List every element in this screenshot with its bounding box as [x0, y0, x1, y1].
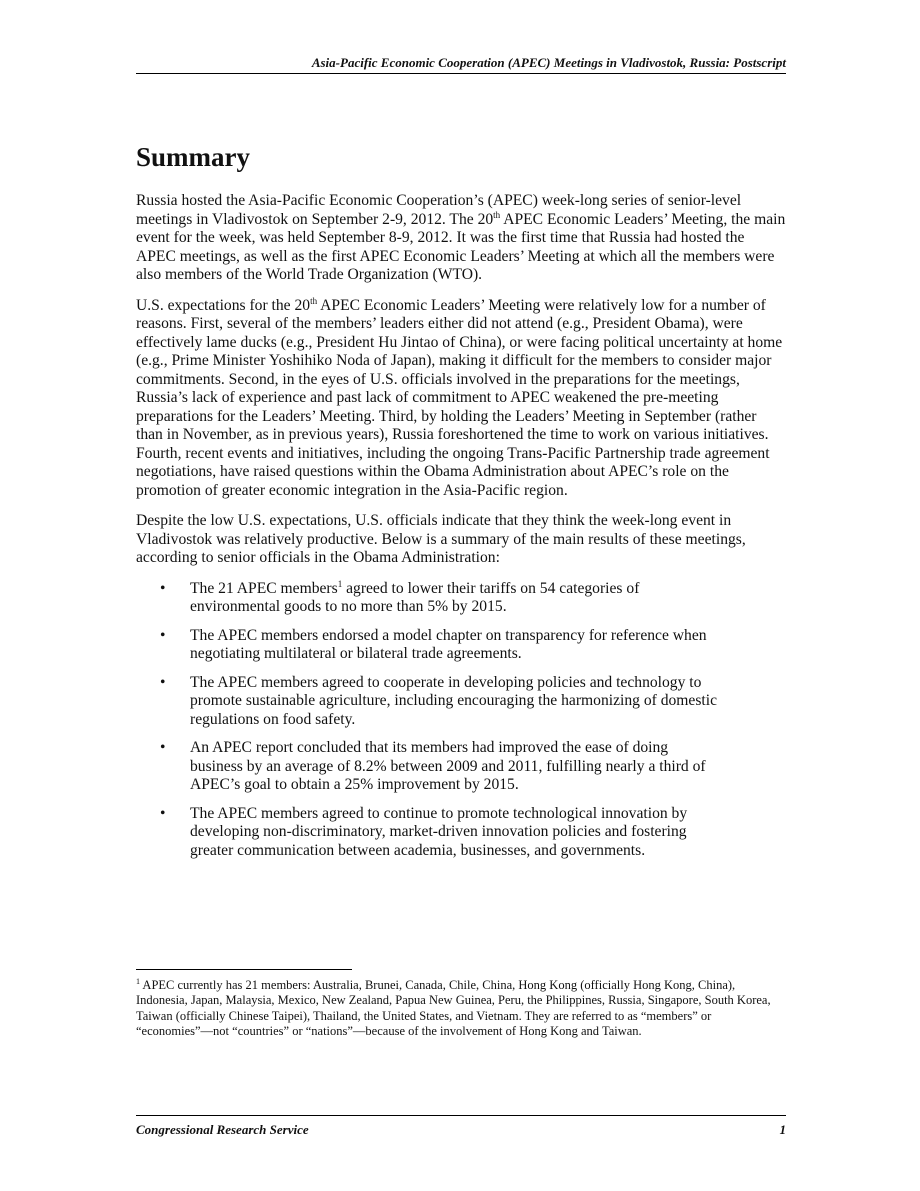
bullet-icon: •	[160, 804, 166, 822]
footnote	[136, 978, 786, 1040]
paragraph-text: APEC Economic Leaders’ Meeting, the main event for the week, was held September 8-9, 2012. It was the first time that Russia had hosted the APEC meetings, as well as the first APEC Economic Leaders’ Meeting at which all the members were also members of the World Trade Organization (WTO).	[136, 210, 786, 283]
superscript-ordinal: th	[493, 209, 501, 220]
bullet-text: An APEC report concluded that its members had improved the ease of doing business by an average of 8.2% between 2009 and 2011, fulfilling nearly a third of APEC’s goal to obtain a 25% improvement by 2015.	[190, 739, 706, 793]
bullet-icon: •	[160, 626, 166, 644]
list-item	[136, 805, 720, 861]
running-header	[136, 55, 786, 74]
summary-paragraph-2	[136, 297, 786, 501]
list-item	[136, 674, 720, 730]
bullet-text: agreed to lower their tariffs on 54 categories of environmental goods to no more than 5% by 2015.	[190, 579, 640, 615]
page-number: 1	[779, 1122, 786, 1137]
paragraph-text: APEC Economic Leaders’ Meeting were relatively low for a number of reasons. First, several of the members’ leaders either did not attend (e.g., President Obama), were effectively lame ducks (e.g., President Hu Jintao of China), or were facing political uncertainty at home (e.g., Prime Minister Yoshihiko Noda of Japan), making it difficult for the members to consider major commitments. Second, in the eyes of U.S. officials involved in the preparations for the meetings, Russia’s lack of experience and past lack of commitment to APEC weakened the pre-meeting preparations for the Leaders’ Meeting. Third, by holding the Leaders’ Meeting in September (rather than in November, as in previous years), Russia foreshortened the time to work on various initiatives. Fourth, recent events and initiatives, including the ongoing Trans-Pacific Partnership trade agreement negotiations, have raised questions within the Obama Administration about APEC’s role on the promotion of greater economic integration in the Asia-Pacific region.	[136, 296, 783, 499]
bullet-icon: •	[160, 739, 166, 756]
paragraph-text: Russia hosted the Asia-Pacific Economic Cooperation’s (APEC) week-long series of senior-level meetings in Vladivostok on September 2-9, 2012. The 20	[136, 192, 742, 228]
bullet-text: The 21 APEC members	[190, 579, 338, 597]
list-item	[136, 627, 720, 664]
running-footer	[136, 1115, 786, 1138]
footer-publisher: Congressional Research Service	[136, 1122, 309, 1137]
paragraph-text: U.S. expectations for the 20	[136, 296, 311, 314]
summary-body	[136, 192, 786, 870]
footnote-reference[interactable]: 1	[337, 578, 343, 589]
bullet-text: The APEC members endorsed a model chapter on transparency for reference when negotiating multilateral or bilateral trade agreements.	[190, 626, 707, 662]
footnote-divider	[136, 969, 352, 970]
footnote-text: APEC currently has 21 members: Australia, Brunei, Canada, Chile, China, Hong Kong (officially Hong Kong, China), Indonesia, Japan, Malaysia, Mexico, New Zealand, Papua New Guinea, Peru, the Philippines, Russia, Singapore, South Korea, Taiwan (officially Chinese Taipei), Thailand, the United States, and Vietnam. They are referred to as “members” or “economies”—not “countries” or “nations”—because of the involvement of Hong Kong and Taiwan.	[136, 978, 771, 1039]
bullet-text: The APEC members agreed to continue to promote technological innovation by developing non-discriminatory, market-driven innovation policies and fostering greater communication between academia, businesses, and governments.	[190, 804, 688, 859]
bullet-icon: •	[160, 673, 166, 691]
bullet-icon: •	[160, 579, 166, 597]
footnote-marker: 1	[136, 976, 140, 986]
bullet-text: The APEC members agreed to cooperate in developing policies and technology to promote sustainable agriculture, including encouraging the harmonizing of domestic regulations on food safety.	[190, 673, 718, 728]
running-header-title: Asia-Pacific Economic Cooperation (APEC) Meetings in Vladivostok, Russia: Postscript	[311, 55, 786, 70]
results-bullet-list	[136, 580, 786, 861]
page-title: Summary	[136, 142, 250, 172]
list-item	[136, 580, 720, 617]
summary-paragraph-1	[136, 192, 786, 285]
summary-paragraph-3: Despite the low U.S. expectations, U.S. officials indicate that they think the week-long event in Vladivostok was relatively productive. Below is a summary of the main results of these meetings, according to senior officials in the Obama Administration:	[136, 512, 746, 566]
superscript-ordinal: th	[310, 295, 318, 306]
list-item	[136, 739, 720, 795]
